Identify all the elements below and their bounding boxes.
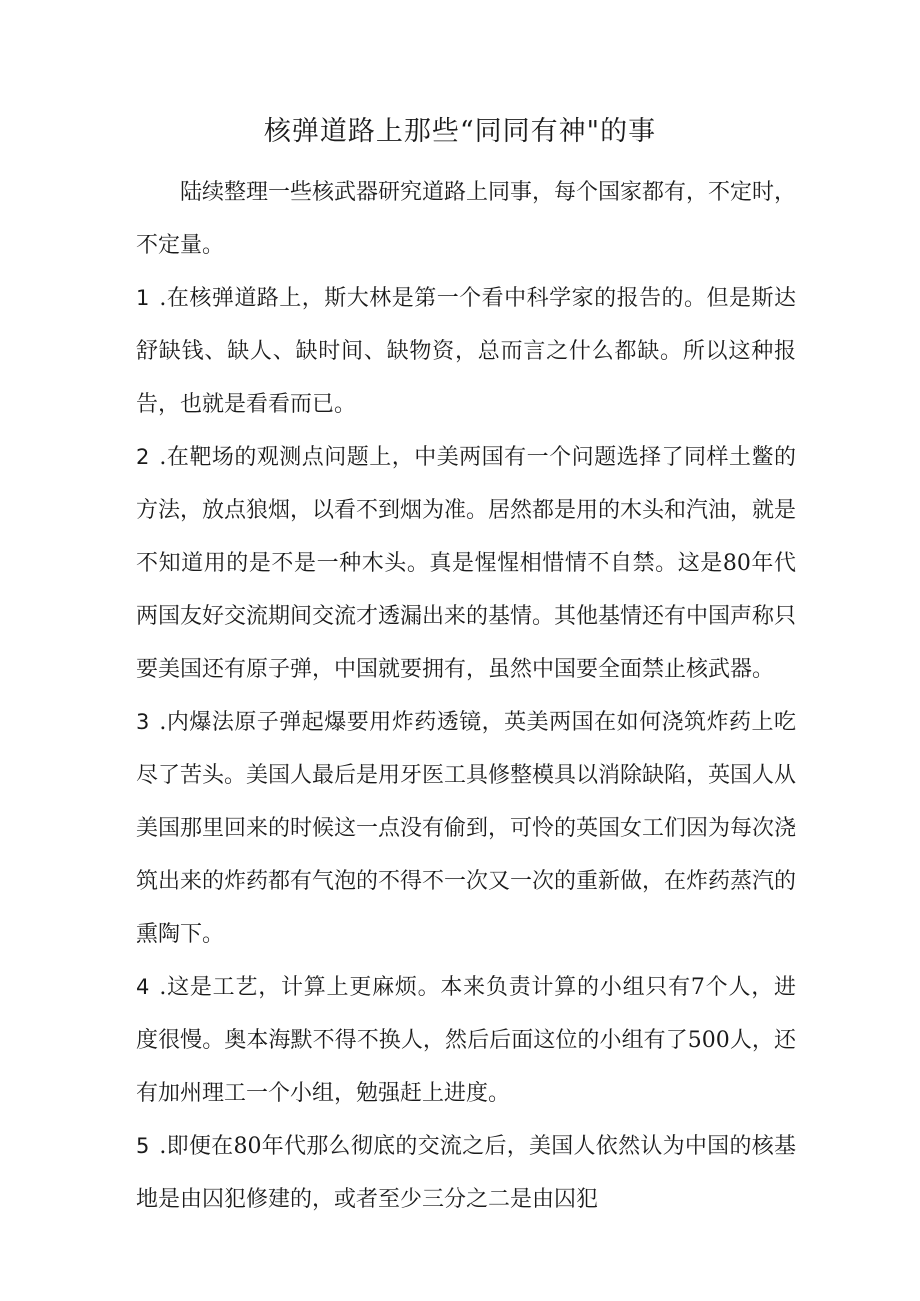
list-item-2 — [136, 431, 796, 696]
list-item-text: .在靶场的观测点问题上，中美两国有一个问题选择了同样土鳖的方法，放点狼烟，以看不到烟为准。居然都是用的木头和汽油，就是不知道用的是不是一种木头。真是惺惺相惜情不自禁。这是80年代两国友好交流期间交流才透漏出来的基情。其他基情还有中国声称只要美国还有原子弹，中国就要拥有，虽然中国要全面禁止核武器。 — [136, 445, 797, 682]
list-item-text: .即便在80年代那么彻底的交流之后，美国人依然认为中国的核基地是由囚犯修建的，或者至少三分之二是由囚犯 — [136, 1134, 796, 1212]
intro-paragraph: 陆续整理一些核武器研究道路上同事，每个国家都有，不定时，不定量。 — [136, 180, 797, 258]
list-item-text: .内爆法原子弹起爆要用炸药透镜，英美两国在如何浇筑炸药上吃尽了苦头。美国人最后是用牙医工具修整模具以消除缺陷，英国人从美国那里回来的时候这一点没有偷到，可怜的英国女工们因为每次浇筑出来的炸药都有气泡的不得不一次又一次的重新做，在炸药蒸汽的熏陶下。 — [136, 710, 797, 947]
document-body — [136, 166, 796, 1226]
list-item-number: 2 — [136, 445, 150, 469]
list-item-number: 3 — [136, 710, 150, 734]
list-item-3 — [136, 696, 796, 961]
list-item-number: 5 — [136, 1134, 150, 1158]
list-item-number: 4 — [136, 975, 150, 999]
list-item-1 — [136, 272, 796, 431]
list-item-number: 1 — [136, 286, 150, 310]
document-title: 核弹道路上那些“同同有神"的事 — [263, 116, 657, 147]
list-item-5 — [136, 1120, 796, 1226]
list-item-text: .在核弹道路上，斯大林是第一个看中科学家的报告的。但是斯达舒缺钱、缺人、缺时间、缺物资，总而言之什么都缺。所以这种报告，也就是看看而已。 — [136, 286, 796, 417]
list-item-text: .这是工艺，计算上更麻烦。本来负责计算的小组只有7个人，进度很慢。奥本海默不得不换人，然后后面这位的小组有了500人，还有加州理工一个小组，勉强赶上进度。 — [136, 975, 796, 1106]
list-item-4 — [136, 961, 796, 1120]
